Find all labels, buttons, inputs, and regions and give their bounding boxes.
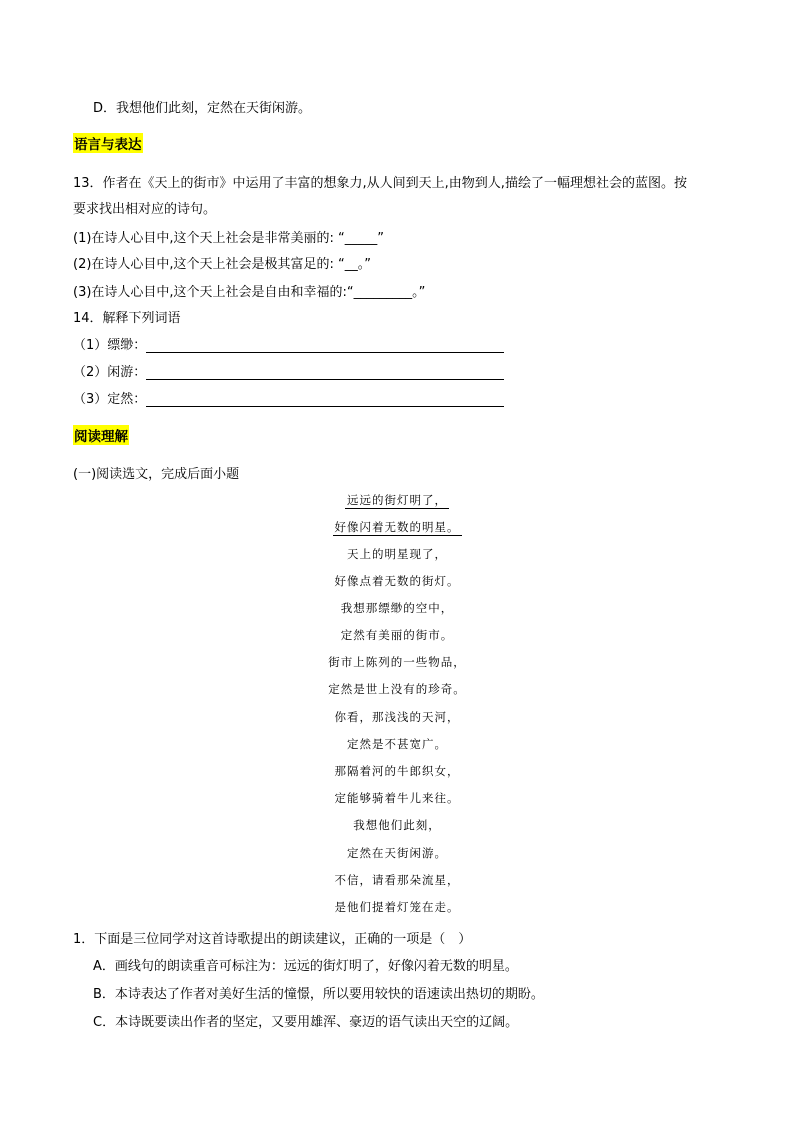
underlined-poem-text: 远远的街灯明了，: [347, 493, 447, 507]
poem-line: 我想那缥缈的空中，: [340, 601, 454, 615]
q13-sub2: (2)在诗人心目中,这个天上社会是极其富足的: “__。”: [73, 257, 372, 272]
q1-option-c[interactable]: C．本诗既要读出作者的坚定，又要用雄浑、豪迈的语气读出天空的辽阔。: [93, 1015, 519, 1030]
q14-title: 14．解释下列词语: [73, 311, 181, 326]
q14-item-1: [73, 334, 504, 353]
poem-line: 天上的明星现了，: [347, 547, 447, 561]
section-heading-language: 语言与表达: [73, 133, 143, 153]
q14-item-label: （3）定然：: [73, 392, 147, 407]
poem-line: 不信，请看那朵流星，: [334, 873, 460, 887]
q13-sub3: (3)在诗人心目中,这个天上社会是自由和幸福的:“_________。”: [73, 285, 426, 300]
q13-stem-line2: 要求找出相对应的诗句。: [73, 202, 217, 217]
q13-stem-line1: 13．作者在《天上的街市》中运用了丰富的想象力,从人间到天上,由物到人,描绘了一幅理想社会的蓝图。按: [73, 176, 687, 191]
q14-item-label: （1）缥缈：: [73, 338, 147, 353]
poem-line: 街市上陈列的一些物品，: [328, 655, 466, 669]
poem-line: 定然有美丽的街市。: [340, 628, 454, 642]
q1-option-b[interactable]: B．本诗表达了作者对美好生活的憧憬，所以要用较快的语速读出热切的期盼。: [93, 987, 544, 1002]
poem-line: 我想他们此刻，: [353, 818, 441, 832]
poem-line: 定然是世上没有的珍奇。: [328, 682, 466, 696]
poem-line: 定然在天街闲游。: [347, 846, 447, 860]
answer-line[interactable]: [146, 393, 504, 407]
q14-item-label: （2）闲游：: [73, 365, 147, 380]
answer-line[interactable]: [146, 339, 504, 353]
poem-line: 那隔着河的牛郎织女，: [334, 764, 460, 778]
section-heading-reading: 阅读理解: [73, 425, 129, 445]
q14-item-3: [73, 388, 504, 407]
poem-line: [0, 492, 794, 508]
reading-intro: (一)阅读选文，完成后面小题: [73, 467, 240, 482]
poem-line: 定能够骑着牛儿来往。: [334, 791, 460, 805]
answer-line[interactable]: [146, 366, 504, 380]
q1-stem: 1．下面是三位同学对这首诗歌提出的朗读建议，正确的一项是（ ）: [73, 932, 472, 947]
q1-option-a[interactable]: A．画线句的朗读重音可标注为：远远的街灯明了，好像闪着无数的明星。: [93, 959, 518, 974]
underlined-poem-text: 好像闪着无数的明星。: [334, 520, 460, 534]
poem-line: 好像点着无数的街灯。: [334, 574, 460, 588]
poem-line: [0, 519, 794, 535]
poem-line: 定然是不甚宽广。: [347, 737, 447, 751]
poem-line: 是他们提着灯笼在走。: [334, 900, 460, 914]
q14-item-2: [73, 361, 504, 380]
q13-sub1: (1)在诗人心目中,这个天上社会是非常美丽的: “_____”: [73, 231, 385, 246]
poem-line: 你看，那浅浅的天河，: [334, 710, 460, 724]
option-d: D．我想他们此刻，定然在天街闲游。: [93, 101, 312, 116]
